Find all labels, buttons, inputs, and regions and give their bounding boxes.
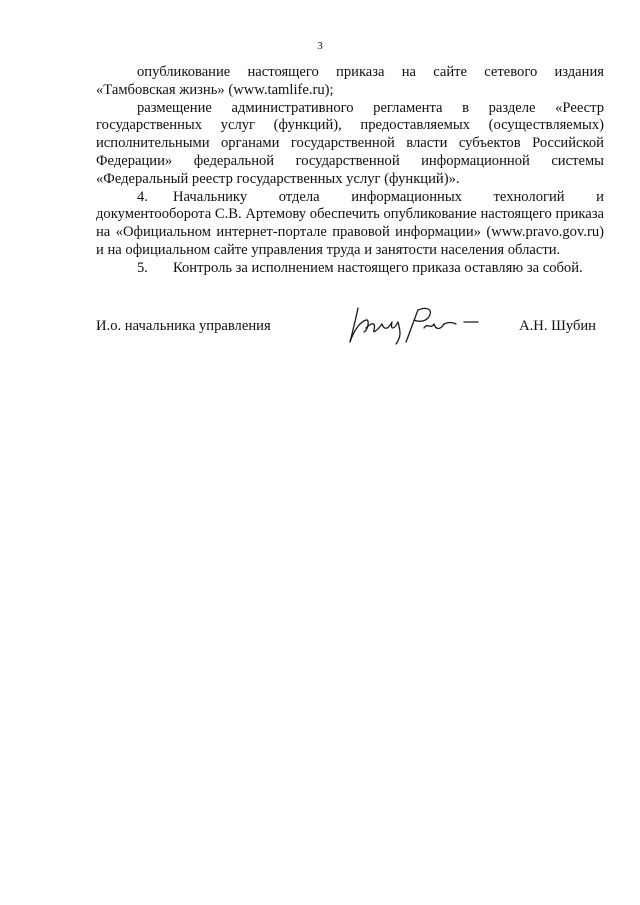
signatory-position: И.о. начальника управления — [96, 318, 271, 334]
paragraph-item-4 — [96, 189, 604, 260]
paragraph-item-5 — [96, 260, 604, 278]
document-body — [96, 64, 604, 278]
signature-block — [96, 300, 604, 360]
paragraph-text: опубликование настоящего приказа на сайте сетевого издания «Тамбовская жизнь» (www.tamlife.ru); — [96, 64, 604, 98]
signatory-name: А.Н. Шубин — [519, 318, 596, 334]
paragraph-publication-tamlife — [96, 64, 604, 100]
item-number: 5. — [137, 259, 148, 276]
paragraph-text: размещение административного регламента в разделе «Реестр государственных услуг (функций), предоставляемых (осуществляемых) исполнительными органами государственной власти субъектов Российской Федерации» федеральной государственной информационной системы «Федеральный реестр государственных услуг (функций)». — [96, 99, 604, 187]
paragraph-text: Контроль за исполнением настоящего приказа оставляю за собой. — [173, 259, 583, 276]
item-number: 4. — [137, 188, 148, 205]
handwritten-signature — [344, 300, 484, 346]
paragraph-registry-placement — [96, 100, 604, 189]
page-number: 3 — [317, 40, 323, 52]
paragraph-text: Начальнику отдела информационных технологий и документооборота С.В. Артемову обеспечить опубликование настоящего приказа на «Официальном интернет-портале правовой информации» (www.pravo.gov.ru) и на официальном сайте управления труда и занятости населения области. — [96, 188, 604, 258]
